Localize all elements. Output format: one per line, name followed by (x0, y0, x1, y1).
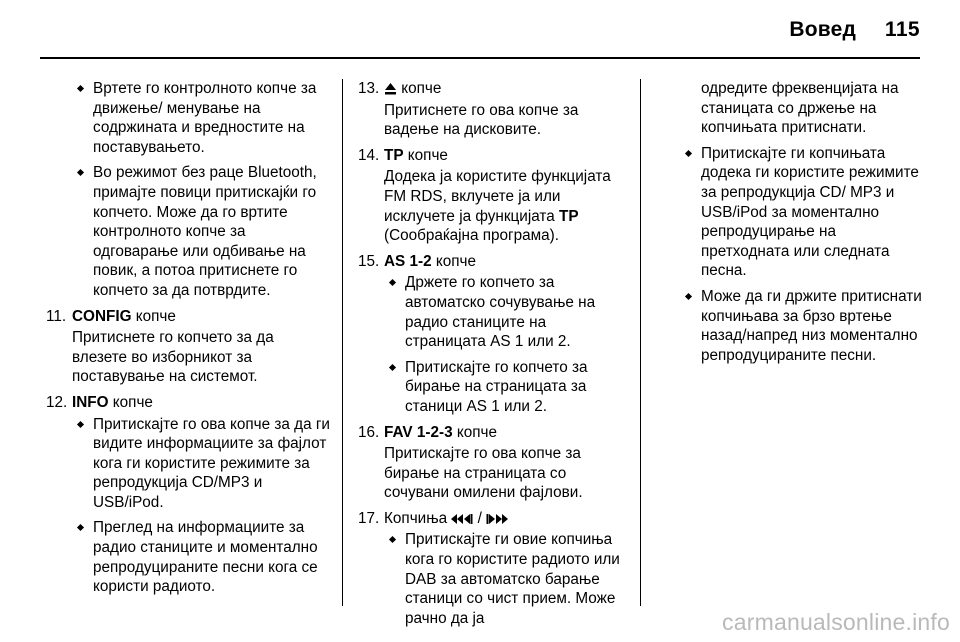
item-description: Притиснете го копчето за да влезете во изборникот за поставување на системот. (72, 329, 274, 386)
list-item-17 (358, 509, 628, 529)
seek-forward-icon (486, 513, 508, 525)
item-label: Копчиња (384, 509, 452, 527)
continued-text: одредите фреквенцијата на станицата со држење на копчињата притиснати. (701, 80, 899, 137)
list-item-15 (358, 252, 628, 272)
item-suffix: копче (452, 423, 497, 441)
item-number: 17. (358, 509, 380, 527)
button-name-config: CONFIG (72, 307, 132, 325)
page-number: 115 (884, 18, 920, 41)
eject-icon (384, 82, 397, 95)
bullet-item: Притискајте ги копчињата додека ги користите режимите за репродукција CD/ MP3 и USB/iPod за моментално репродуцирање на претходната или следната песна. (680, 144, 925, 281)
bullet-item: Држете го копчето за автоматско сочувување на радио станиците на страницата AS 1 или 2. (384, 273, 628, 351)
item-suffix: копче (431, 252, 476, 270)
item-description (384, 167, 628, 245)
item-number: 15. (358, 252, 380, 270)
item-number: 16. (358, 423, 380, 441)
header-rule (40, 57, 920, 59)
section-title: Вовед (789, 18, 856, 41)
page-header (40, 0, 920, 62)
item-number: 13. (358, 80, 380, 97)
icon-separator: / (473, 509, 487, 527)
bullet-item: Може да ги држите притиснати копчињава за брзо вртење назад/напред низ моментално репродуцираните песни. (680, 287, 925, 365)
column-3 (680, 79, 925, 371)
bullet-item: Притискајте го ова копче за да ги видите информациите за фајлот кога ги користите режимите за репродукција CD/MP3 и USB/iPod. (72, 415, 330, 513)
inline-bold-tp: TP (559, 207, 579, 225)
button-name-as: AS 1-2 (384, 252, 432, 270)
item-description: Притиснете го ова копче за вадење на дисковите. (384, 101, 579, 139)
seek-back-icon (451, 513, 473, 525)
list-item-11 (46, 307, 330, 327)
list-item-16 (358, 423, 628, 443)
item-number: 11. (46, 307, 67, 325)
column-divider-1 (342, 79, 343, 606)
bullet-item: Преглед на информациите за радио станиците и моментално репродуцираните песни кога се користи радиото. (72, 518, 330, 596)
bullet-item: Вртете го контролното копче за движење/ менување на содржината и вредностите на поставувањето. (72, 79, 330, 157)
item-suffix: копче (397, 80, 442, 97)
bullet-item: Притискајте го копчето за бирање на страницата за станици AS 1 или 2. (384, 358, 628, 417)
column-divider-2 (640, 79, 641, 606)
description-text: (Сообраќајна програма). (384, 227, 559, 245)
item-suffix: копче (403, 146, 448, 164)
item-suffix: копче (131, 307, 176, 325)
item-description: Притискајте го ова копче за бирање на страницата со сочувани омилени фајлови. (384, 445, 583, 502)
description-text: Додека ја користите функцијата FM RDS, вклучете ја или исклучете ја функцијата (384, 168, 611, 225)
watermark: carmanualsonline.info (722, 609, 950, 635)
button-name-info: INFO (72, 393, 109, 411)
button-name-fav: FAV 1-2-3 (384, 423, 453, 441)
column-1 (46, 79, 330, 603)
list-item-14 (358, 146, 628, 166)
list-item-12 (46, 393, 330, 413)
bullet-item: Притискајте ги овие копчиња кога го користите радиото или DAB за автоматско барање станици со чист прием. Може рачно да ја (384, 530, 628, 628)
list-item-13 (358, 79, 628, 99)
item-suffix: копче (108, 393, 153, 411)
item-number: 14. (358, 146, 380, 164)
item-number: 12. (46, 393, 68, 411)
bullet-item: Во режимот без раце Bluetooth, примајте повици притискајќи го копчето. Може да го вртите контролното копче за одговарање или одбивање на повик, а потоа притиснете го копчето за да потврдите. (72, 163, 330, 300)
column-2 (358, 79, 628, 634)
button-name-tp: TP (384, 146, 404, 164)
